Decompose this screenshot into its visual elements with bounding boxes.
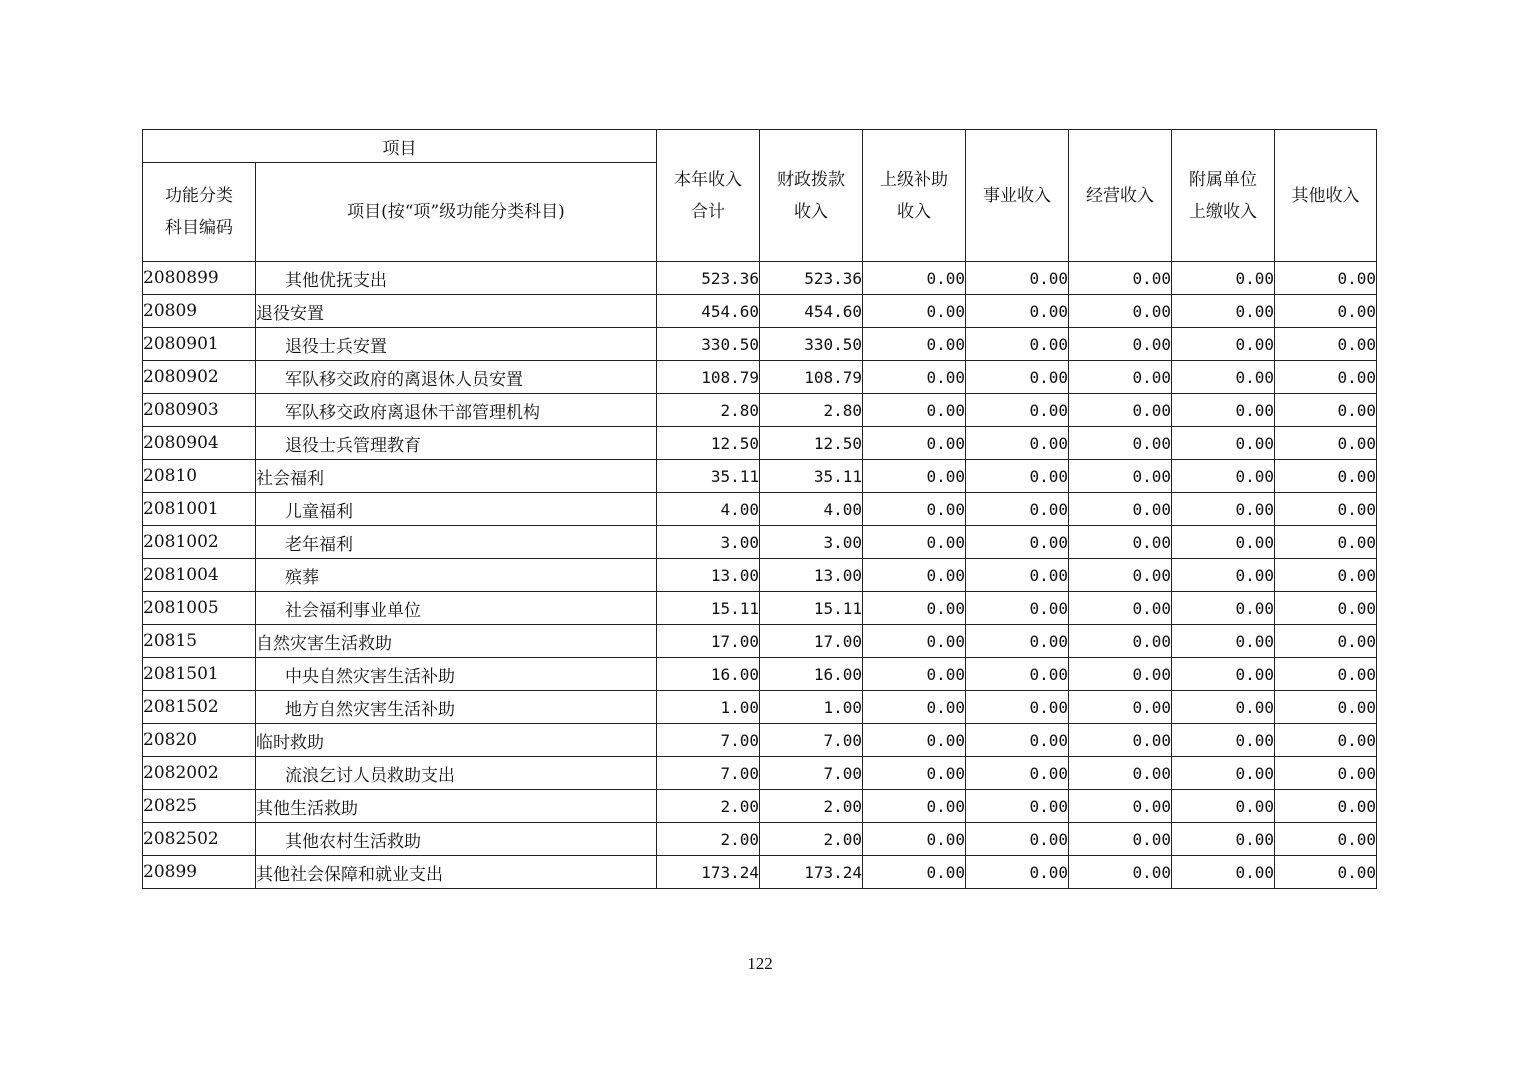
cell-name: 自然灾害生活救助 bbox=[256, 625, 657, 658]
cell-value: 0.00 bbox=[966, 724, 1069, 757]
cell-code: 2082502 bbox=[143, 823, 256, 856]
cell-value: 0.00 bbox=[966, 328, 1069, 361]
cell-code: 2081004 bbox=[143, 559, 256, 592]
cell-value: 3.00 bbox=[760, 526, 863, 559]
cell-value: 0.00 bbox=[966, 757, 1069, 790]
table-row bbox=[143, 526, 1377, 559]
cell-value: 0.00 bbox=[1275, 757, 1377, 790]
cell-code: 20825 bbox=[143, 790, 256, 823]
cell-code: 20810 bbox=[143, 460, 256, 493]
cell-value: 1.00 bbox=[657, 691, 760, 724]
cell-value: 0.00 bbox=[1069, 493, 1172, 526]
cell-value: 0.00 bbox=[1172, 691, 1275, 724]
cell-value: 0.00 bbox=[1069, 592, 1172, 625]
cell-value: 0.00 bbox=[1172, 757, 1275, 790]
cell-value: 0.00 bbox=[1172, 262, 1275, 295]
cell-value: 0.00 bbox=[1275, 262, 1377, 295]
cell-value: 0.00 bbox=[1069, 361, 1172, 394]
cell-name: 军队移交政府离退休干部管理机构 bbox=[256, 394, 657, 427]
cell-code: 20815 bbox=[143, 625, 256, 658]
cell-value: 12.50 bbox=[657, 427, 760, 460]
header-affiliated-units-income: 附属单位 上缴收入 bbox=[1172, 130, 1275, 262]
cell-value: 0.00 bbox=[1172, 427, 1275, 460]
cell-value: 0.00 bbox=[863, 757, 966, 790]
cell-value: 0.00 bbox=[966, 493, 1069, 526]
cell-value: 0.00 bbox=[863, 328, 966, 361]
cell-value: 2.80 bbox=[760, 394, 863, 427]
cell-value: 0.00 bbox=[1275, 361, 1377, 394]
cell-value: 0.00 bbox=[1069, 823, 1172, 856]
cell-value: 0.00 bbox=[1172, 394, 1275, 427]
cell-value: 15.11 bbox=[657, 592, 760, 625]
cell-name: 军队移交政府的离退休人员安置 bbox=[256, 361, 657, 394]
cell-name: 社会福利事业单位 bbox=[256, 592, 657, 625]
cell-value: 0.00 bbox=[1069, 625, 1172, 658]
cell-value: 35.11 bbox=[760, 460, 863, 493]
cell-value: 0.00 bbox=[863, 460, 966, 493]
cell-code: 2081002 bbox=[143, 526, 256, 559]
cell-value: 0.00 bbox=[966, 790, 1069, 823]
table-row bbox=[143, 592, 1377, 625]
cell-value: 108.79 bbox=[657, 361, 760, 394]
cell-code: 20899 bbox=[143, 856, 256, 889]
table-row bbox=[143, 658, 1377, 691]
cell-value: 0.00 bbox=[1069, 724, 1172, 757]
cell-value: 330.50 bbox=[657, 328, 760, 361]
cell-value: 0.00 bbox=[966, 361, 1069, 394]
income-budget-table bbox=[142, 129, 1377, 889]
cell-value: 454.60 bbox=[657, 295, 760, 328]
cell-value: 0.00 bbox=[1069, 856, 1172, 889]
table-row bbox=[143, 295, 1377, 328]
cell-value: 0.00 bbox=[1172, 823, 1275, 856]
table-row bbox=[143, 856, 1377, 889]
cell-value: 0.00 bbox=[966, 658, 1069, 691]
table-row bbox=[143, 493, 1377, 526]
cell-value: 173.24 bbox=[657, 856, 760, 889]
cell-code: 2080904 bbox=[143, 427, 256, 460]
cell-value: 0.00 bbox=[1069, 757, 1172, 790]
cell-value: 2.80 bbox=[657, 394, 760, 427]
table-row bbox=[143, 790, 1377, 823]
cell-value: 0.00 bbox=[1275, 526, 1377, 559]
cell-name: 退役安置 bbox=[256, 295, 657, 328]
cell-value: 35.11 bbox=[657, 460, 760, 493]
header-other-income: 其他收入 bbox=[1275, 130, 1377, 262]
table-row bbox=[143, 361, 1377, 394]
cell-value: 4.00 bbox=[657, 493, 760, 526]
cell-value: 0.00 bbox=[1275, 658, 1377, 691]
table-row bbox=[143, 262, 1377, 295]
cell-value: 0.00 bbox=[966, 526, 1069, 559]
cell-value: 0.00 bbox=[1275, 427, 1377, 460]
cell-value: 12.50 bbox=[760, 427, 863, 460]
cell-name: 临时救助 bbox=[256, 724, 657, 757]
cell-value: 0.00 bbox=[1275, 460, 1377, 493]
cell-value: 13.00 bbox=[760, 559, 863, 592]
header-total-income: 本年收入 合计 bbox=[657, 130, 760, 262]
table-row bbox=[143, 427, 1377, 460]
cell-value: 0.00 bbox=[1275, 295, 1377, 328]
cell-value: 0.00 bbox=[863, 427, 966, 460]
cell-value: 0.00 bbox=[1172, 328, 1275, 361]
cell-value: 0.00 bbox=[863, 823, 966, 856]
cell-value: 0.00 bbox=[1069, 394, 1172, 427]
cell-value: 7.00 bbox=[760, 757, 863, 790]
cell-value: 0.00 bbox=[863, 856, 966, 889]
cell-value: 0.00 bbox=[966, 856, 1069, 889]
cell-value: 0.00 bbox=[1069, 526, 1172, 559]
cell-value: 0.00 bbox=[863, 295, 966, 328]
cell-code: 20809 bbox=[143, 295, 256, 328]
cell-code: 2081005 bbox=[143, 592, 256, 625]
cell-value: 173.24 bbox=[760, 856, 863, 889]
cell-name: 中央自然灾害生活补助 bbox=[256, 658, 657, 691]
cell-value: 523.36 bbox=[657, 262, 760, 295]
cell-value: 17.00 bbox=[760, 625, 863, 658]
cell-value: 0.00 bbox=[1275, 856, 1377, 889]
cell-value: 0.00 bbox=[863, 658, 966, 691]
cell-value: 0.00 bbox=[1172, 625, 1275, 658]
cell-value: 0.00 bbox=[863, 493, 966, 526]
cell-value: 0.00 bbox=[966, 625, 1069, 658]
cell-value: 2.00 bbox=[657, 790, 760, 823]
cell-code: 2081502 bbox=[143, 691, 256, 724]
cell-name: 其他农村生活救助 bbox=[256, 823, 657, 856]
cell-value: 0.00 bbox=[863, 790, 966, 823]
cell-code: 2080902 bbox=[143, 361, 256, 394]
cell-value: 0.00 bbox=[863, 262, 966, 295]
cell-value: 0.00 bbox=[1172, 724, 1275, 757]
cell-value: 0.00 bbox=[863, 394, 966, 427]
project-header: 项目 bbox=[143, 130, 657, 163]
cell-value: 0.00 bbox=[1275, 394, 1377, 427]
cell-value: 2.00 bbox=[760, 790, 863, 823]
table-row bbox=[143, 394, 1377, 427]
cell-name: 其他生活救助 bbox=[256, 790, 657, 823]
cell-value: 3.00 bbox=[657, 526, 760, 559]
cell-value: 454.60 bbox=[760, 295, 863, 328]
cell-value: 4.00 bbox=[760, 493, 863, 526]
table-row bbox=[143, 823, 1377, 856]
cell-value: 0.00 bbox=[1172, 493, 1275, 526]
header-business-income: 事业收入 bbox=[966, 130, 1069, 262]
cell-code: 20820 bbox=[143, 724, 256, 757]
cell-value: 0.00 bbox=[966, 295, 1069, 328]
table-row bbox=[143, 559, 1377, 592]
cell-value: 16.00 bbox=[760, 658, 863, 691]
cell-name: 其他社会保障和就业支出 bbox=[256, 856, 657, 889]
cell-name: 流浪乞讨人员救助支出 bbox=[256, 757, 657, 790]
cell-value: 0.00 bbox=[1275, 691, 1377, 724]
cell-value: 0.00 bbox=[863, 592, 966, 625]
cell-value: 17.00 bbox=[657, 625, 760, 658]
cell-value: 0.00 bbox=[1275, 493, 1377, 526]
cell-value: 0.00 bbox=[966, 691, 1069, 724]
header-superior-subsidy: 上级补助 收入 bbox=[863, 130, 966, 262]
header-operating-income: 经营收入 bbox=[1069, 130, 1172, 262]
cell-name: 老年福利 bbox=[256, 526, 657, 559]
table-row bbox=[143, 460, 1377, 493]
cell-value: 0.00 bbox=[863, 691, 966, 724]
cell-value: 0.00 bbox=[1172, 559, 1275, 592]
cell-value: 0.00 bbox=[1069, 790, 1172, 823]
cell-value: 7.00 bbox=[657, 757, 760, 790]
cell-value: 2.00 bbox=[760, 823, 863, 856]
cell-value: 1.00 bbox=[760, 691, 863, 724]
cell-value: 0.00 bbox=[1275, 592, 1377, 625]
cell-code: 2080903 bbox=[143, 394, 256, 427]
cell-value: 0.00 bbox=[1069, 295, 1172, 328]
cell-name: 儿童福利 bbox=[256, 493, 657, 526]
cell-value: 0.00 bbox=[1172, 526, 1275, 559]
cell-value: 0.00 bbox=[966, 823, 1069, 856]
cell-value: 0.00 bbox=[1172, 361, 1275, 394]
cell-value: 0.00 bbox=[1275, 328, 1377, 361]
cell-value: 0.00 bbox=[1172, 658, 1275, 691]
cell-value: 0.00 bbox=[863, 559, 966, 592]
cell-name: 地方自然灾害生活补助 bbox=[256, 691, 657, 724]
cell-name: 其他优抚支出 bbox=[256, 262, 657, 295]
table-row bbox=[143, 328, 1377, 361]
table-row bbox=[143, 691, 1377, 724]
cell-value: 0.00 bbox=[1069, 427, 1172, 460]
cell-value: 15.11 bbox=[760, 592, 863, 625]
cell-name: 社会福利 bbox=[256, 460, 657, 493]
cell-code: 2082002 bbox=[143, 757, 256, 790]
cell-value: 0.00 bbox=[1172, 592, 1275, 625]
cell-value: 330.50 bbox=[760, 328, 863, 361]
cell-value: 0.00 bbox=[966, 460, 1069, 493]
cell-value: 0.00 bbox=[1275, 625, 1377, 658]
cell-value: 2.00 bbox=[657, 823, 760, 856]
table-header bbox=[143, 130, 1377, 262]
cell-name: 殡葬 bbox=[256, 559, 657, 592]
header-code: 功能分类 科目编码 bbox=[143, 163, 256, 262]
cell-name: 退役士兵安置 bbox=[256, 328, 657, 361]
cell-value: 7.00 bbox=[657, 724, 760, 757]
cell-value: 0.00 bbox=[1172, 790, 1275, 823]
cell-value: 0.00 bbox=[966, 427, 1069, 460]
cell-value: 0.00 bbox=[863, 724, 966, 757]
cell-value: 0.00 bbox=[1069, 691, 1172, 724]
cell-value: 0.00 bbox=[1275, 790, 1377, 823]
cell-value: 108.79 bbox=[760, 361, 863, 394]
page-number: 122 bbox=[747, 954, 773, 973]
cell-value: 0.00 bbox=[966, 592, 1069, 625]
header-fiscal-appropriation: 财政拨款 收入 bbox=[760, 130, 863, 262]
cell-value: 0.00 bbox=[1172, 295, 1275, 328]
table-row bbox=[143, 757, 1377, 790]
cell-value: 0.00 bbox=[1069, 328, 1172, 361]
cell-name: 退役士兵管理教育 bbox=[256, 427, 657, 460]
cell-value: 0.00 bbox=[1172, 460, 1275, 493]
cell-value: 0.00 bbox=[863, 361, 966, 394]
cell-value: 0.00 bbox=[1069, 658, 1172, 691]
cell-value: 0.00 bbox=[1069, 559, 1172, 592]
cell-code: 2081001 bbox=[143, 493, 256, 526]
cell-code: 2080899 bbox=[143, 262, 256, 295]
cell-value: 0.00 bbox=[1275, 823, 1377, 856]
header-name: 项目(按“项”级功能分类科目) bbox=[256, 163, 657, 262]
cell-value: 0.00 bbox=[1275, 724, 1377, 757]
cell-value: 0.00 bbox=[1069, 262, 1172, 295]
cell-value: 0.00 bbox=[1069, 460, 1172, 493]
cell-value: 7.00 bbox=[760, 724, 863, 757]
cell-value: 0.00 bbox=[1172, 856, 1275, 889]
cell-value: 0.00 bbox=[966, 559, 1069, 592]
cell-value: 16.00 bbox=[657, 658, 760, 691]
table-row bbox=[143, 724, 1377, 757]
cell-value: 0.00 bbox=[863, 625, 966, 658]
cell-code: 2081501 bbox=[143, 658, 256, 691]
table-body bbox=[143, 262, 1377, 889]
cell-value: 0.00 bbox=[863, 526, 966, 559]
cell-value: 0.00 bbox=[966, 262, 1069, 295]
cell-value: 0.00 bbox=[966, 394, 1069, 427]
cell-value: 13.00 bbox=[657, 559, 760, 592]
cell-value: 0.00 bbox=[1275, 559, 1377, 592]
cell-code: 2080901 bbox=[143, 328, 256, 361]
cell-value: 523.36 bbox=[760, 262, 863, 295]
table-row bbox=[143, 625, 1377, 658]
